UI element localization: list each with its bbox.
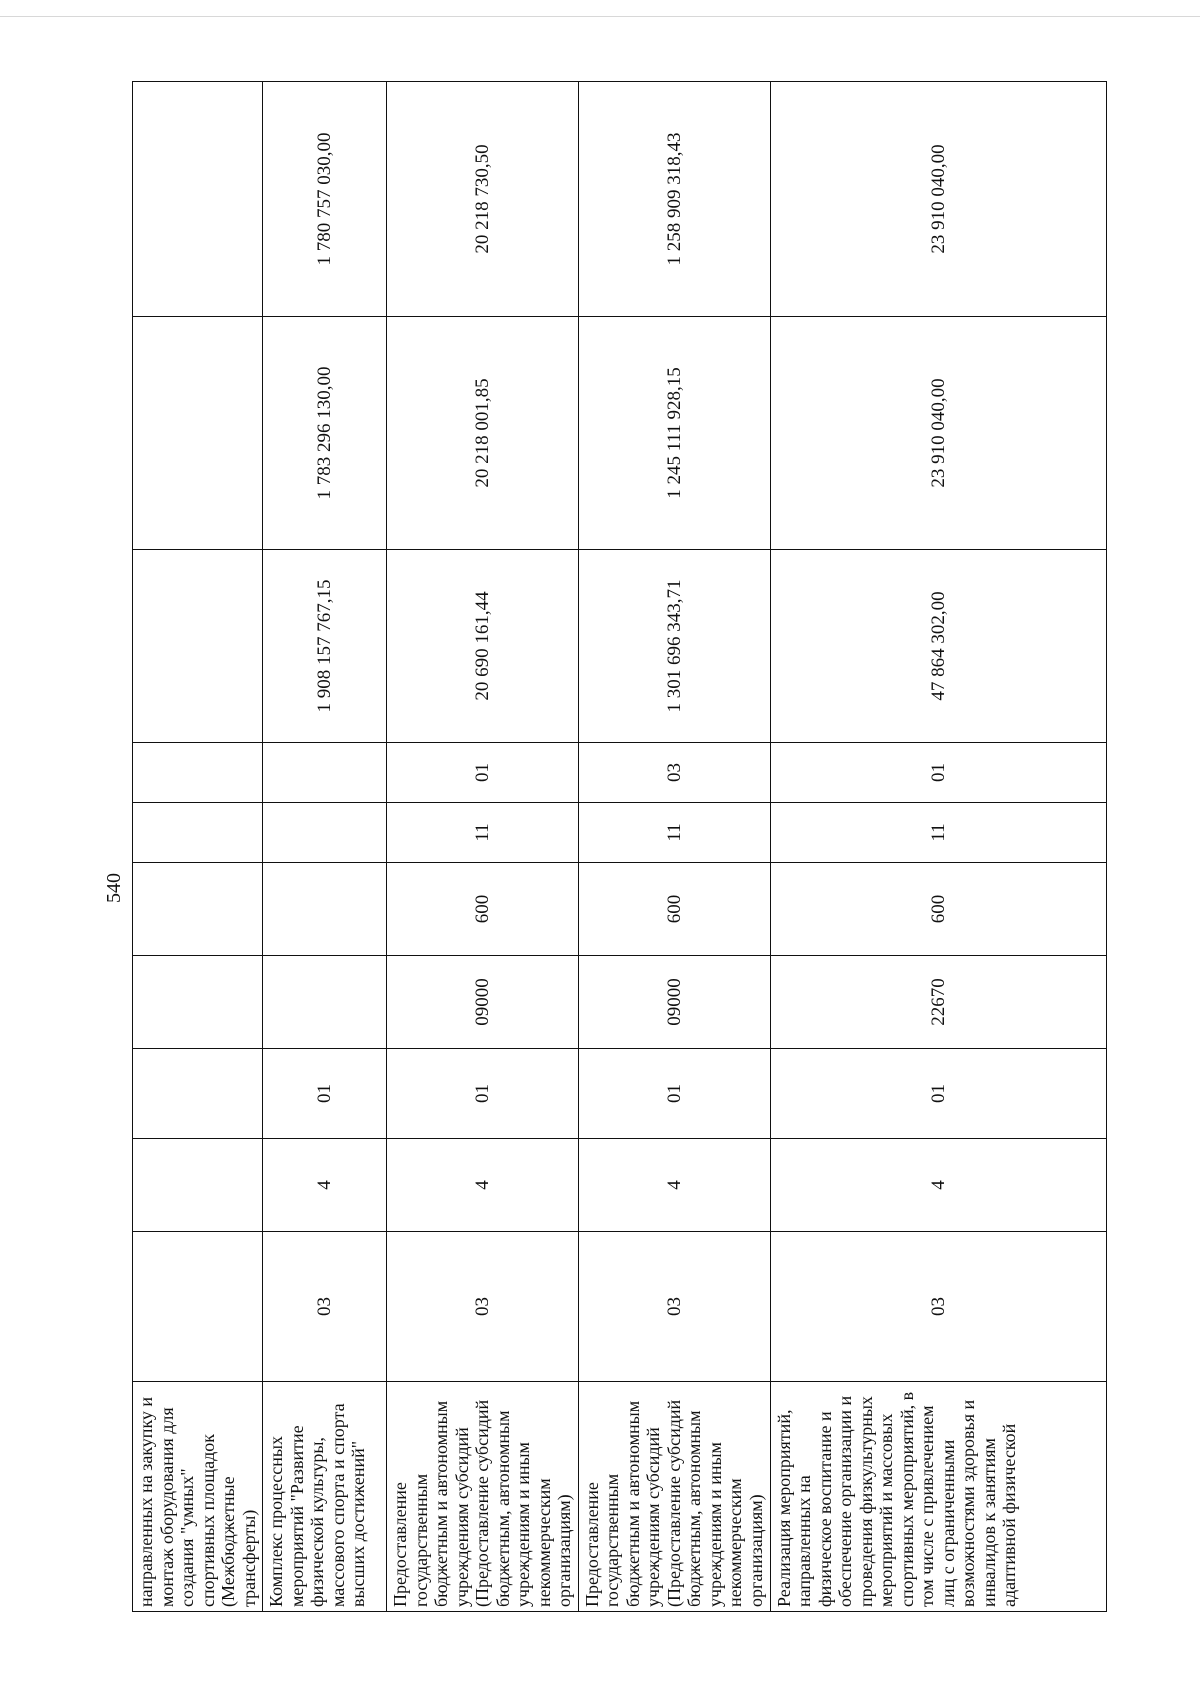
code-cell — [133, 1232, 263, 1382]
row-description: Комплекс процессных мероприятий "Развитие физической культуры, массового спорта и спорта высших достижений" — [263, 1382, 387, 1612]
amount-cell: 1 301 696 343,71 — [578, 550, 770, 743]
amount-cell: 20 218 730,50 — [387, 82, 579, 317]
code-cell: 4 — [387, 1139, 579, 1232]
code-cell: 01 — [770, 743, 1106, 803]
table-row — [578, 82, 770, 1612]
amount-cell: 23 910 040,00 — [770, 82, 1106, 317]
amount-cell: 1 783 296 130,00 — [263, 317, 387, 550]
code-cell: 03 — [578, 743, 770, 803]
amount-cell: 1 908 157 767,15 — [263, 550, 387, 743]
code-cell — [263, 863, 387, 956]
code-cell: 03 — [578, 1232, 770, 1382]
code-cell — [263, 743, 387, 803]
code-cell: 09000 — [387, 956, 579, 1049]
code-cell — [263, 956, 387, 1049]
table-row — [387, 82, 579, 1612]
amount-cell — [133, 82, 263, 317]
amount-cell: 20 218 001,85 — [387, 317, 579, 550]
amount-cell: 23 910 040,00 — [770, 317, 1106, 550]
amount-cell: 20 690 161,44 — [387, 550, 579, 743]
code-cell: 11 — [770, 803, 1106, 863]
code-cell: 600 — [770, 863, 1106, 956]
table-row — [770, 82, 1106, 1612]
budget-allocation-table — [132, 81, 1107, 1612]
table-row — [263, 82, 387, 1612]
code-cell: 4 — [263, 1139, 387, 1232]
code-cell: 01 — [578, 1049, 770, 1139]
amount-cell — [133, 317, 263, 550]
code-cell — [133, 1049, 263, 1139]
scan-top-edge — [0, 16, 1200, 17]
code-cell: 01 — [263, 1049, 387, 1139]
page-number: 540 — [103, 873, 125, 903]
code-cell: 01 — [387, 1049, 579, 1139]
amount-cell: 47 864 302,00 — [770, 550, 1106, 743]
code-cell — [133, 743, 263, 803]
code-cell — [133, 1139, 263, 1232]
code-cell — [133, 863, 263, 956]
amount-cell — [133, 550, 263, 743]
table-row — [133, 82, 263, 1612]
amount-cell: 1 780 757 030,00 — [263, 82, 387, 317]
table-rotation-wrapper — [132, 82, 1094, 1612]
code-cell: 22670 — [770, 956, 1106, 1049]
amount-cell: 1 258 909 318,43 — [578, 82, 770, 317]
code-cell — [133, 956, 263, 1049]
code-cell: 600 — [387, 863, 579, 956]
code-cell: 4 — [770, 1139, 1106, 1232]
row-description: Предоставление государственным бюджетным и автономным учреждениям субсидий (Предоставление субсидий бюджетным, автономным учреждениям и иным некоммерческим организациям) — [578, 1382, 770, 1612]
code-cell: 11 — [387, 803, 579, 863]
row-description: Реализация мероприятий, направленных на физическое воспитание и обеспечение организации и проведения физкультурных мероприятий и массовых спортивных мероприятий, в том числе с привлечением лиц с ограниченными возможностями здоровья и инвалидов к занятиям адаптивной физической — [770, 1382, 1106, 1612]
code-cell: 600 — [578, 863, 770, 956]
code-cell: 11 — [578, 803, 770, 863]
code-cell: 01 — [770, 1049, 1106, 1139]
code-cell: 09000 — [578, 956, 770, 1049]
code-cell: 03 — [770, 1232, 1106, 1382]
code-cell: 03 — [387, 1232, 579, 1382]
row-description: Предоставление государственным бюджетным и автономным учреждениям субсидий (Предоставление субсидий бюджетным, автономным учреждениям и иным некоммерческим организациям) — [387, 1382, 579, 1612]
rotated-table-frame — [132, 82, 1094, 1612]
code-cell — [133, 803, 263, 863]
code-cell: 03 — [263, 1232, 387, 1382]
amount-cell: 1 245 111 928,15 — [578, 317, 770, 550]
row-description: направленных на закупку и монтаж оборудования для создания "умных" спортивных площадок (Межбюджетные трансферты) — [133, 1382, 263, 1612]
code-cell: 4 — [578, 1139, 770, 1232]
code-cell: 01 — [387, 743, 579, 803]
code-cell — [263, 803, 387, 863]
